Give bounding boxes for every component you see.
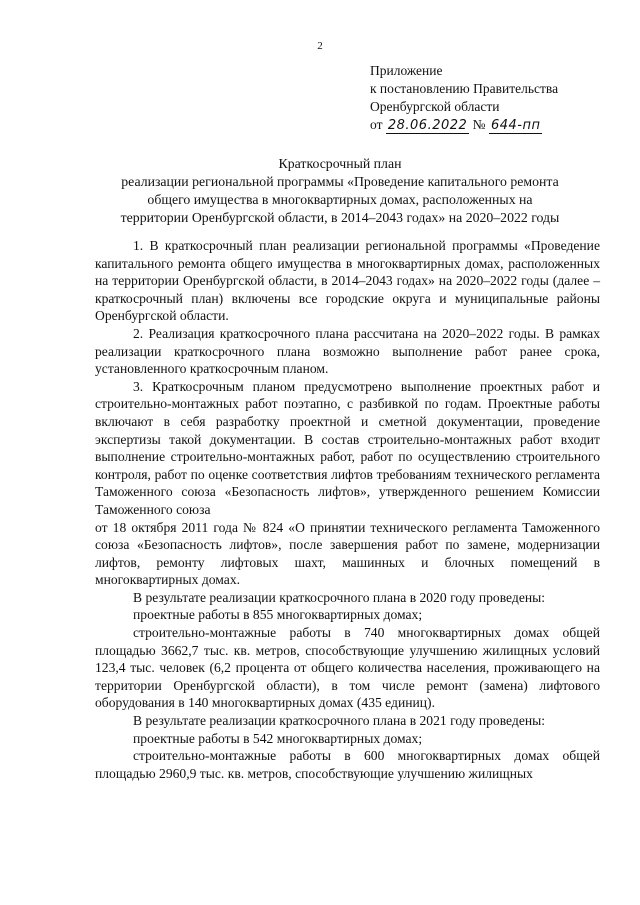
document-title: [80, 155, 600, 227]
title-line-4: территории Оренбургской области, в 2014–2043 годах» на 2020–2022 годы: [120, 210, 560, 225]
results-2020-construction: строительно-монтажные работы в 740 многоквартирных домах общей площадью 3662,7 тыс. кв. метров, способствующие улучшению жилищных условий 123,4 тыс. человек (6,2 процента от общего количества населения, проживающего на территории Оренбургской области), в том числе ремонт (замена) лифтового оборудования в 140 многоквартирных домах (435 единиц).: [95, 625, 600, 711]
results-2020-design: проектные работы в 855 многоквартирных домах;: [133, 607, 423, 623]
appendix-date-number: [370, 116, 620, 135]
paragraph-1: 1. В краткосрочный план реализации региональной программы «Проведение капитального ремонта общего имущества в многоквартирных домах, расположенных на территории Оренбургской области, в 2014–2043 годах» на 2020–2022 годы (далее – краткосрочный план) включены все городские округа и муниципальные районы Оренбургской области.: [95, 238, 600, 324]
number-sign: №: [472, 117, 486, 132]
handwritten-number: 644-пп: [490, 118, 541, 133]
paragraph-3-continued: от 18 октября 2011 года № 824 «О принятии технического регламента Таможенного союза «Безопасность лифтов», после завершения работ по замене, модернизации лифтов, ремонту лифтовых шахт, машинных и блочных помещений в многоквартирных домах.: [95, 519, 600, 588]
appendix-decree-ref: к постановлению Правительства: [370, 81, 559, 96]
appendix-label: Приложение: [370, 63, 443, 78]
results-2021-construction: строительно-монтажные работы в 600 многоквартирных домах общей площадью 2960,9 тыс. кв. метров, способствующие улучшению жилищных: [95, 748, 600, 781]
results-2021-design: проектные работы в 542 многоквартирных домах;: [133, 730, 423, 746]
page-number: 2: [317, 40, 323, 52]
paragraph-3: 3. Краткосрочным планом предусмотрено выполнение проектных работ и строительно-монтажных работ поэтапно, с разбивкой по годам. Проектные работы включают в себя разработку проектной и сметной документации, проведение экспертизы такой документации. В состав строительно-монтажных работ входит выполнение строительно-монтажных работ, работ по осуществлению строительного контроля, работ по оценке соответствия лифтов требованиям технического регламента Таможенного союза «Безопасность лифтов», утвержденного решением Комиссии Таможенного союза: [95, 378, 600, 517]
title-line-1: Краткосрочный план: [278, 156, 402, 171]
document-body: [95, 237, 600, 782]
handwritten-date: 28.06.2022: [387, 118, 468, 133]
title-line-2: реализации региональной программы «Проведение капитального ремонта: [121, 174, 559, 189]
title-line-3: общего имущества в многоквартирных домах, расположенных на: [147, 192, 533, 207]
paragraph-2: 2. Реализация краткосрочного плана рассчитана на 2020–2022 годы. В рамках реализации краткосрочного плана возможно выполнение работ ранее срока, установленного краткосрочным планом.: [95, 325, 600, 377]
appendix-header: [370, 62, 620, 135]
date-prefix: от: [370, 117, 383, 132]
appendix-region: Оренбургской области: [370, 99, 500, 114]
results-2020-intro: В результате реализации краткосрочного плана в 2020 году проведены:: [133, 589, 546, 605]
results-2021-intro: В результате реализации краткосрочного плана в 2021 году проведены:: [133, 713, 546, 729]
